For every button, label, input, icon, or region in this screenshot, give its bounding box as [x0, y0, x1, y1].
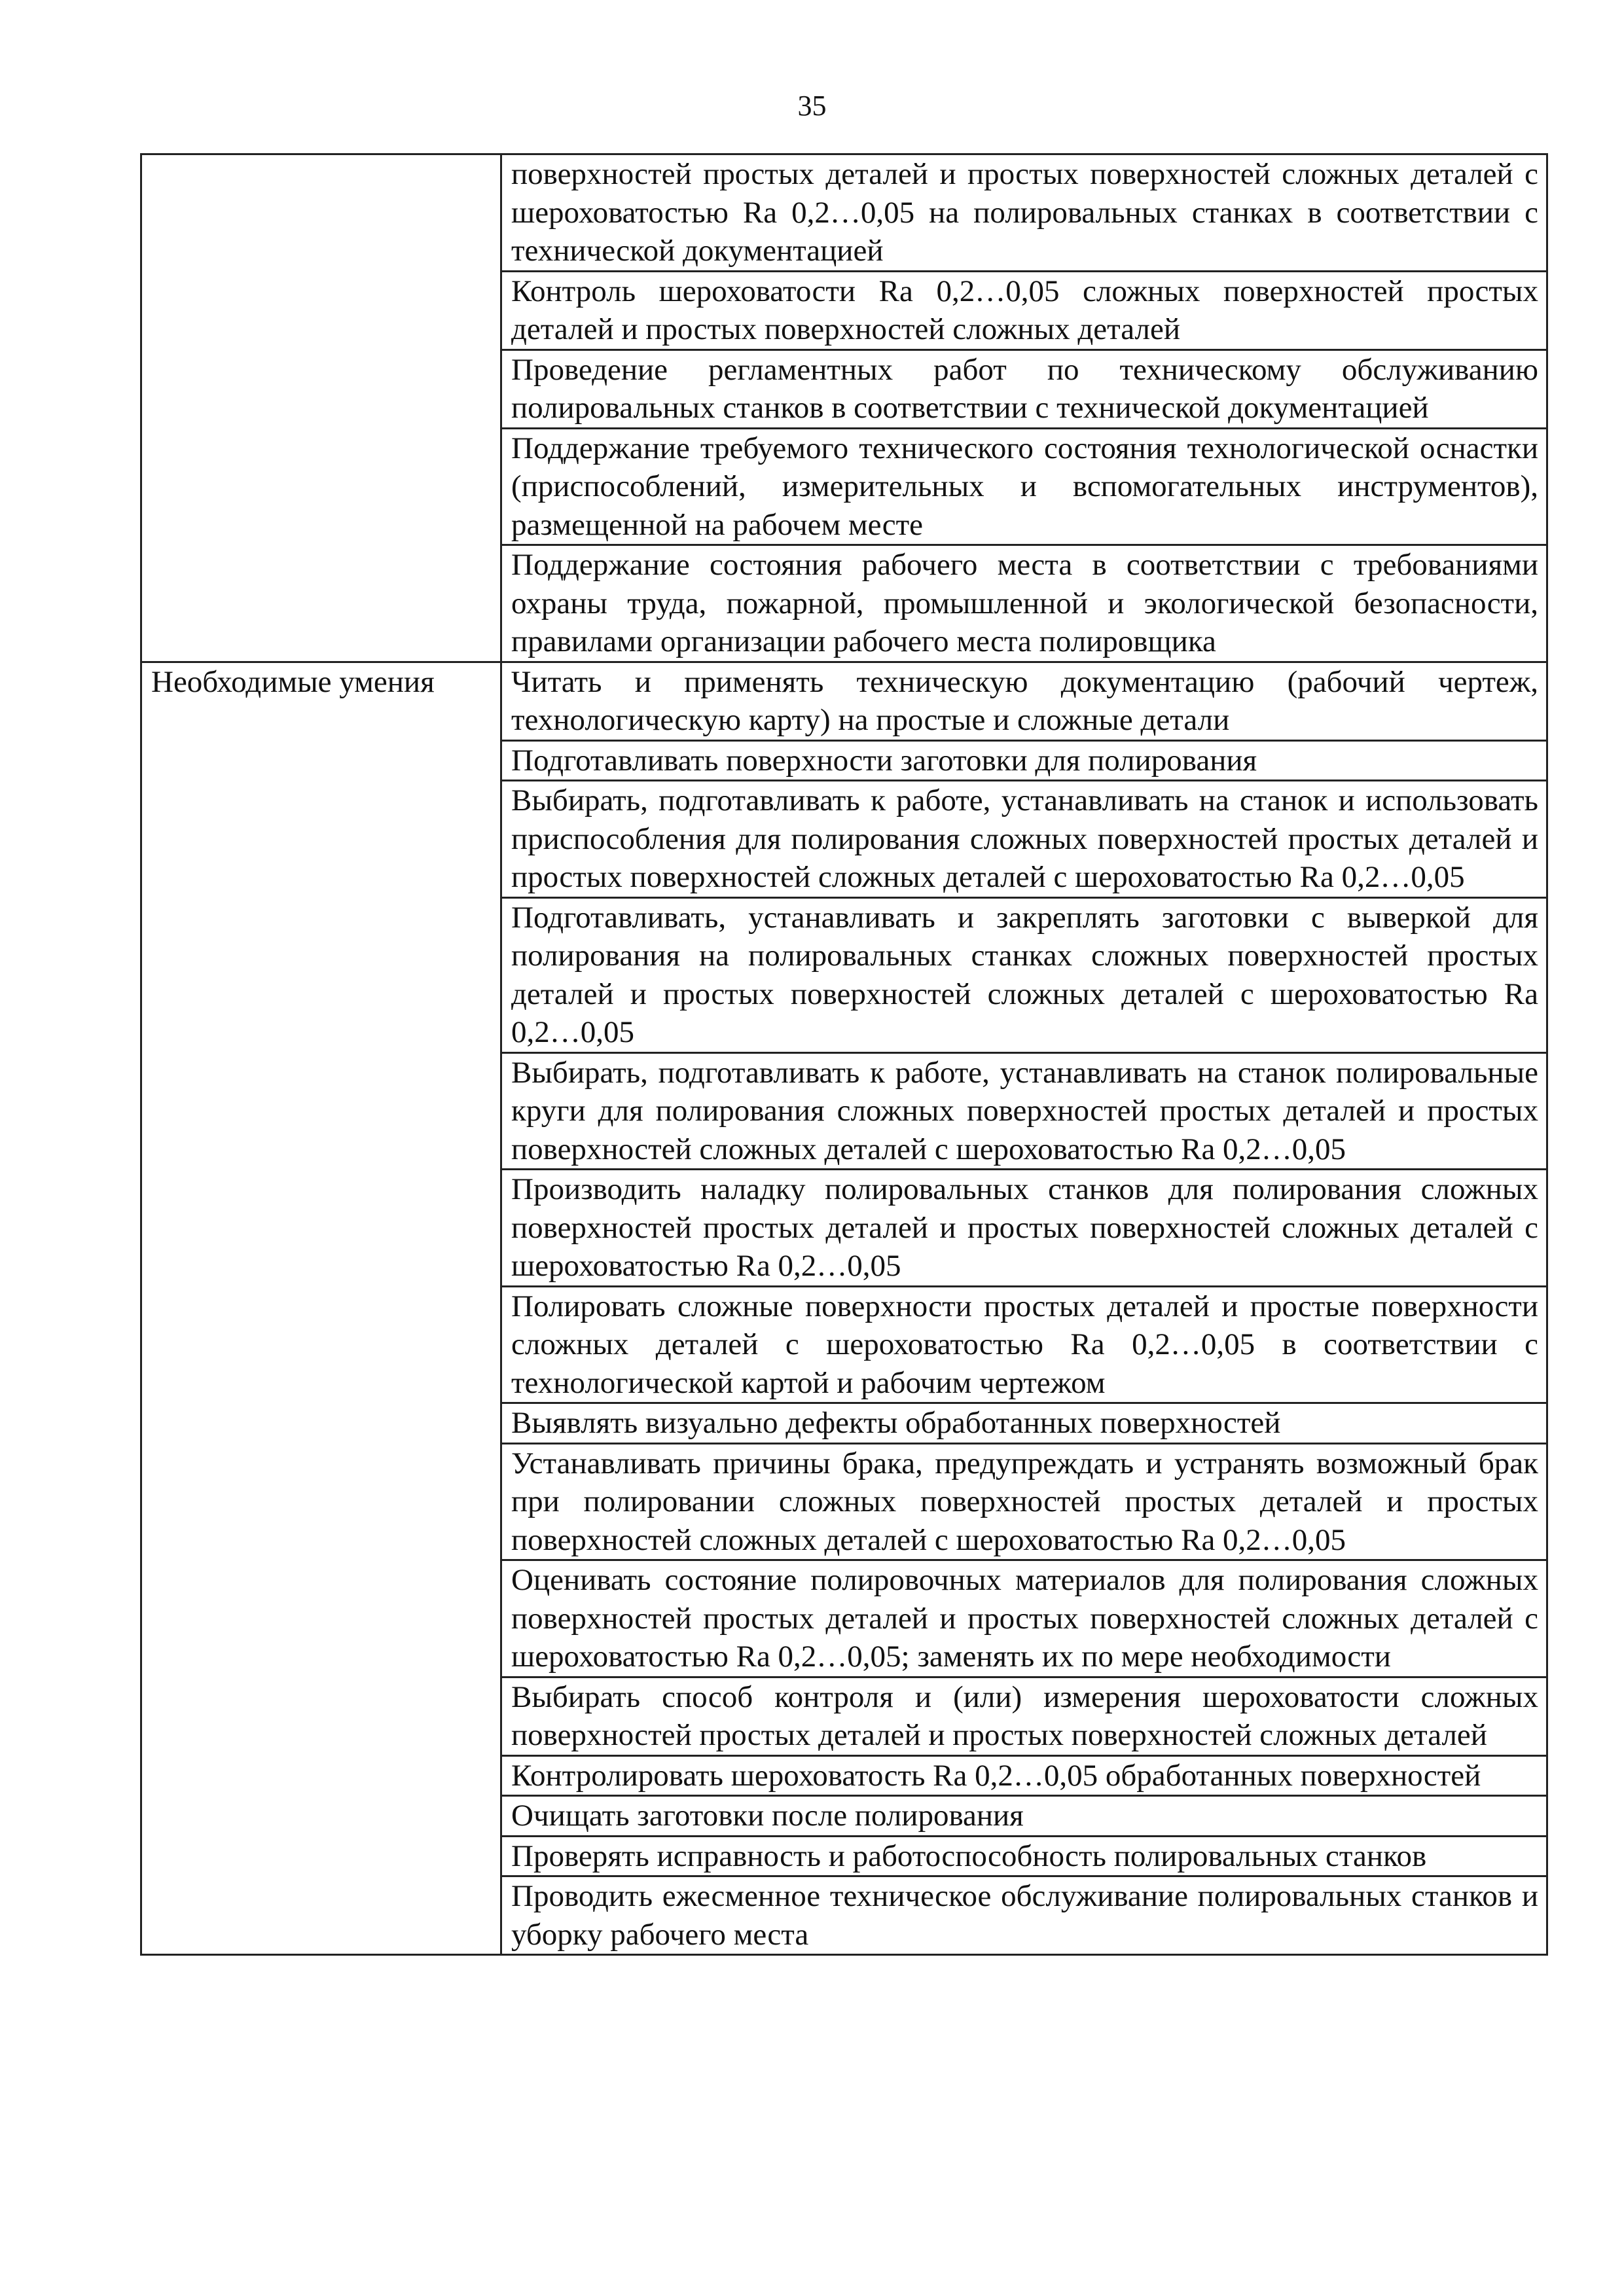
row-text-cell: Поддержание требуемого технического состояния технологической оснастки (приспособлений, измерительных и вспомогательных инструментов), размещенной на рабочем месте: [501, 428, 1547, 545]
row-label-cell: [141, 1443, 501, 1560]
row-text-cell: поверхностей простых деталей и простых поверхностей сложных деталей с шероховатостью Ra 0,2…0,05 на полировальных станках в соответствии с технической документацией: [501, 154, 1547, 272]
row-label-cell: [141, 1170, 501, 1287]
requirements-table: [140, 153, 1548, 1956]
row-text-cell: Очищать заготовки после полирования: [501, 1796, 1547, 1837]
table-row: [141, 662, 1547, 740]
row-text-cell: Поддержание состояния рабочего места в соответствии с требованиями охраны труда, пожарной, промышленной и экологической безопасности, правилами организации рабочего места полировщика: [501, 545, 1547, 662]
table-row: [141, 428, 1547, 545]
row-text-cell: Устанавливать причины брака, предупреждать и устранять возможный брак при полировании сложных поверхностей простых деталей и простых поверхностей сложных деталей с шероховатостью Ra 0,2…0,05: [501, 1443, 1547, 1560]
row-label-cell: [141, 897, 501, 1052]
row-label-cell: [141, 271, 501, 350]
row-text-cell: Читать и применять техническую документацию (рабочий чертеж, технологическую карту) на простые и сложные детали: [501, 662, 1547, 740]
table-row: [141, 897, 1547, 1052]
table-row: [141, 1796, 1547, 1837]
row-label-cell: [141, 1403, 501, 1444]
row-text-cell: Проверять исправность и работоспособность полировальных станков: [501, 1836, 1547, 1876]
row-text-cell: Контролировать шероховатость Ra 0,2…0,05 обработанных поверхностей: [501, 1755, 1547, 1796]
table-row: [141, 350, 1547, 428]
table-row: [141, 1443, 1547, 1560]
page-number: 35: [797, 90, 827, 122]
table-row: [141, 1052, 1547, 1170]
table-row: [141, 1403, 1547, 1444]
row-text-cell: Контроль шероховатости Ra 0,2…0,05 сложных поверхностей простых деталей и простых поверхностей сложных деталей: [501, 271, 1547, 350]
table-row: [141, 740, 1547, 781]
row-text-cell: Оценивать состояние полировочных материалов для полирования сложных поверхностей простых деталей и простых поверхностей сложных деталей с шероховатостью Ra 0,2…0,05; заменять их по мере необходимости: [501, 1560, 1547, 1677]
table-row: [141, 1876, 1547, 1955]
section-label-skills: Необходимые умения: [141, 662, 501, 740]
row-label-cell: [141, 740, 501, 781]
table-row: [141, 1560, 1547, 1677]
row-label-cell: [141, 1796, 501, 1837]
row-text-cell: Проведение регламентных работ по техническому обслуживанию полировальных станков в соответствии с технической документацией: [501, 350, 1547, 428]
row-label-cell: [141, 154, 501, 272]
table-row: [141, 1836, 1547, 1876]
table-row: [141, 781, 1547, 898]
row-text-cell: Производить наладку полировальных станков для полирования сложных поверхностей простых деталей и простых поверхностей сложных деталей с шероховатостью Ra 0,2…0,05: [501, 1170, 1547, 1287]
table-row: [141, 545, 1547, 662]
row-label-cell: [141, 350, 501, 428]
row-text-cell: Проводить ежесменное техническое обслуживание полировальных станков и уборку рабочего места: [501, 1876, 1547, 1955]
row-label-cell: [141, 781, 501, 898]
row-text-cell: Подготавливать поверхности заготовки для полирования: [501, 740, 1547, 781]
table-row: [141, 1755, 1547, 1796]
row-label-cell: [141, 428, 501, 545]
row-text-cell: Выявлять визуально дефекты обработанных поверхностей: [501, 1403, 1547, 1444]
row-label-cell: [141, 1755, 501, 1796]
row-label-cell: [141, 1052, 501, 1170]
row-text-cell: Выбирать, подготавливать к работе, устанавливать на станок полировальные круги для полирования сложных поверхностей простых деталей и простых поверхностей сложных деталей с шероховатостью Ra 0,2…0,05: [501, 1052, 1547, 1170]
table-row: [141, 271, 1547, 350]
row-text-cell: Подготавливать, устанавливать и закреплять заготовки с выверкой для полирования на полировальных станках сложных поверхностей простых деталей и простых поверхностей сложных деталей с шероховатостью Ra 0,2…0,05: [501, 897, 1547, 1052]
row-label-cell: [141, 1286, 501, 1403]
row-label-cell: [141, 545, 501, 662]
row-text-cell: Выбирать, подготавливать к работе, устанавливать на станок и использовать приспособления для полирования сложных поверхностей простых деталей и простых поверхностей сложных деталей с шероховатостью Ra 0,2…0,05: [501, 781, 1547, 898]
table-row: [141, 1677, 1547, 1755]
row-label-cell: [141, 1677, 501, 1755]
row-label-cell: [141, 1836, 501, 1876]
table-row: [141, 1286, 1547, 1403]
table-row: [141, 154, 1547, 272]
row-label-cell: [141, 1560, 501, 1677]
row-text-cell: Выбирать способ контроля и (или) измерения шероховатости сложных поверхностей простых деталей и простых поверхностей сложных деталей: [501, 1677, 1547, 1755]
row-text-cell: Полировать сложные поверхности простых деталей и простые поверхности сложных деталей с шероховатостью Ra 0,2…0,05 в соответствии с технологической картой и рабочим чертежом: [501, 1286, 1547, 1403]
table-row: [141, 1170, 1547, 1287]
row-label-cell: [141, 1876, 501, 1955]
